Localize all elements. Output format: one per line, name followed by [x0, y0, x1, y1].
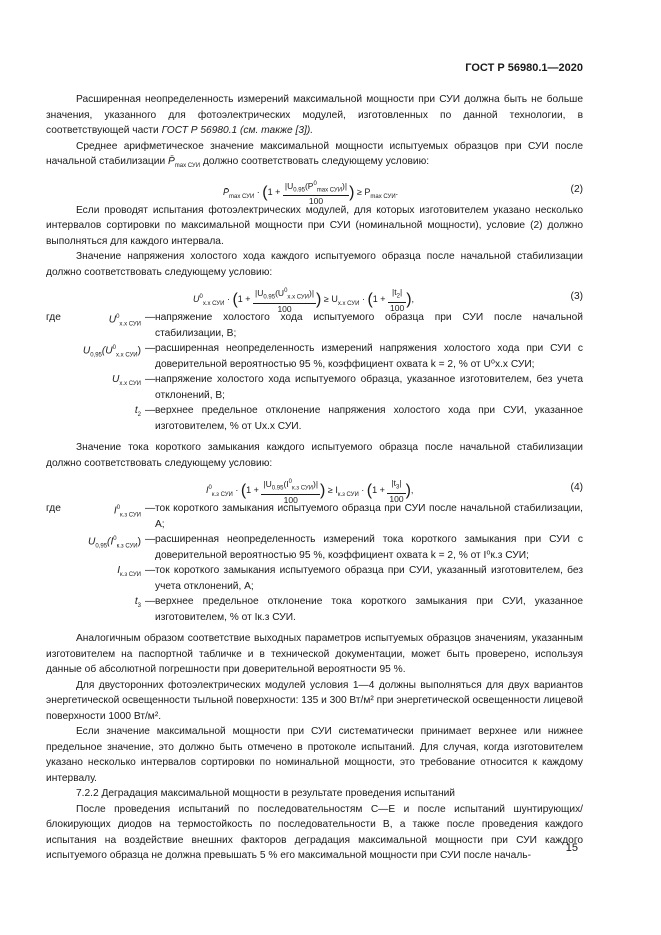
definitions-4	[46, 501, 583, 625]
definition-item: $U_{0,95}(U^0_{х.х СУИ})$ — расширенная неопределенность измерений напряжения холостого хода при СУИ с доверительной вероятностью 95 %, коэффициент охвата k = 2, % от U⁰х.х СУИ;	[82, 343, 583, 370]
definition-item: $I_{к.з СУИ}$ — ток короткого замыкания испытуемого образца при СУИ, указанный изготовителем, без учета отклонений, А;	[117, 565, 583, 592]
formula-2: $P̄_{max СУИ} \cdot (1$ + $\frac{|U_{0.95}(P^0_{max СУИ})|}{100}$ ) ≥ $P_{max СУИ}$. (2)	[223, 180, 583, 207]
paragraph-degradation: После проведения испытаний по последовательностям С—Е и после испытаний шунтирующих/блокирующих диодов на термостойкость по последовательности В, а также после проведения каждого испытания на воздействие внешних факторов деградация максимальной мощности при СУИ каждого испытуемого образца не должна превышать 5 % его максимальной мощности при СУИ после началь-	[46, 803, 583, 862]
paragraph-nameplate: Аналогичным образом соответствие выходных параметров испытуемых образцов значениям, указанным изготовителем на паспортной табличке и в технической документации, может быть проверено, используя данные об абсолютной погрешности при доверительной вероятности 95 %.	[46, 633, 583, 676]
paragraph-uncertainty: Расширенная неопределенность измерений максимальной мощности при СУИ должна быть не больше значения, указанного для фотоэлектрических модулей, изготовленных по данной технологии, в соответствующей части ГОСТ Р 56980.1 (см. также [3]).	[46, 94, 583, 136]
definition-item: $t_2$ — верхнее предельное отклонение напряжения холостого хода при СУИ, указанное изготовителем, % от Uх.х СУИ.	[134, 405, 583, 432]
paragraph-current: Значение тока короткого замыкания каждого испытуемого образца после начальной стабилизации должно соответствовать следующему условию:	[46, 442, 583, 469]
formula-4: $I^0_{к.з СУИ} \cdot (1$ + $\frac{|U_{0.95}(I^0_{к.з СУИ})|}{100}$ ) ≥ $I_{к.з СУИ} \cdot (1$ + $\frac{|t_3|}{100}$ ), (4)	[206, 477, 583, 505]
definition-item: $U_{х.х СУИ}$ — напряжение холостого хода испытуемого образца, указанное изготовителем, без учета отклонений, В;	[112, 374, 583, 401]
definition-item: $t_3$ — верхнее предельное отклонение тока короткого замыкания при СУИ, указанное изготовителем, % от Iк.з СУИ.	[134, 596, 583, 623]
paragraph-voltage: Значение напряжения холостого хода каждого испытуемого образца после начальной стабилизации должно соответствовать следующему условию:	[46, 251, 583, 278]
page-body	[46, 92, 583, 864]
standard-reference: ГОСТ Р 56980.1 (см. также [3]).	[161, 125, 314, 136]
definition-item: где $U^0_{х.х СУИ}$ — напряжение холостого хода испытуемого образца при СУИ после начальной стабилизации, В;	[46, 312, 583, 339]
paragraph-mean-power: Среднее арифметическое значение максимальной мощности испытуемых образцов при СУИ после начальной стабилизации $P̄_{max СУИ}$ должно соответствовать следующему условию:	[46, 140, 583, 170]
document-header: ГОСТ Р 56980.1—2020	[465, 62, 583, 74]
paragraph-bifacial: Для двусторонних фотоэлектрических модулей условия 1—4 должны выполняться для двух вариантов энергетической освещенности тыльной поверхности: 135 и 300 Вт/м² при энергетической освещенности лицевой поверхности 1000 Вт/м².	[46, 679, 584, 722]
paragraph-sorting-intervals: Если проводят испытания фотоэлектрических модулей, для которых изготовителем указано несколько интервалов сортировки по максимальной мощности при СУИ (номинальной мощности), условие (2) должно выполняться для каждого интервала.	[46, 204, 583, 247]
formula-3: $U^0_{х.х СУИ} \cdot (1$ + $\frac{|U_{0.95}(U^0_{х.х СУИ})|}{100}$ ) ≥ $U_{х.х СУИ} \cdot (1$ + $\frac{|t_2|}{100}$ ), (3)	[193, 286, 583, 314]
definition-item: $U_{0,95}(I^0_{к.з СУИ})$ — расширенная неопределенность измерений тока короткого замыкания при СУИ с доверительной вероятностью 95 %, коэффициент охвата k = 2, % от I⁰к.з СУИ;	[88, 534, 583, 561]
equation-number: (3)	[570, 291, 583, 303]
paragraph-systematic: Если значение максимальной мощности при СУИ систематически принимает верхнее или нижнее предельное значение, это должно быть отмечено в протоколе испытаний. Для случая, когда изготовителем указано несколько интервалов сортировки по номинальной мощности, это требование относится к каждому интервалу.	[46, 726, 583, 784]
equation-number: (4)	[570, 482, 583, 494]
section-heading-7-2-2: 7.2.2 Деградация максимальной мощности в результате проведения испытаний	[76, 788, 455, 800]
page-number: 15	[565, 842, 578, 854]
equation-number: (2)	[570, 183, 583, 195]
definitions-3	[46, 310, 583, 434]
definition-item: где $I^0_{к.з СУИ}$ — ток короткого замыкания испытуемого образца при СУИ после начальной стабилизации, А;	[46, 503, 583, 530]
